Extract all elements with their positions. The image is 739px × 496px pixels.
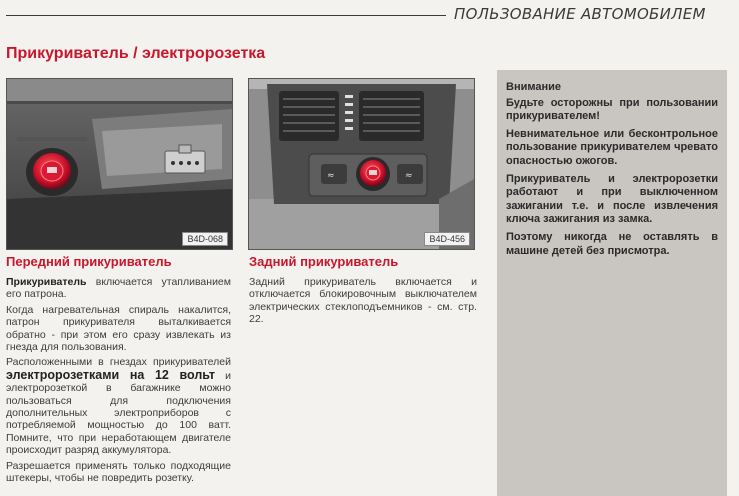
rear-lighter-title: Задний прикуриватель <box>249 254 399 269</box>
page-header-title: ПОЛЬЗОВАНИЕ АВТОМОБИЛЕМ <box>454 5 706 23</box>
front-lighter-photo <box>6 78 233 250</box>
warning-paragraph-2: Невнимательное или бесконтрольное пользование прикуривателем чревато опасностью ожогов. <box>506 127 718 167</box>
header-rule <box>6 15 446 16</box>
warning-paragraph-1: Будьте осторожны при пользовании прикуривателем! <box>506 96 718 123</box>
front-p1-rest: включается утапливанием его патрона. <box>6 276 231 301</box>
front-lighter-illustration <box>7 79 232 249</box>
svg-text:≈: ≈ <box>405 171 413 181</box>
warning-paragraph-3: Прикуриватель и электророзетки работают и при выключенном зажигании т.е. и после извлечения ключа зажигания из замка. <box>506 172 718 226</box>
warning-heading: Внимание <box>506 81 561 93</box>
front-paragraph-4: Разрешается применять только подходящие штекеры, чтобы не повредить розетку. <box>6 459 231 485</box>
warning-box <box>497 70 727 496</box>
front-paragraph-2: Когда нагревательная спираль накалится, патрон прикуривателя выталкивается обратно - при этом его сразу извлекать из гнезда для пользования. <box>6 303 231 354</box>
front-paragraph-1 <box>6 276 231 301</box>
rear-lighter-illustration <box>249 79 474 249</box>
front-p3-a: Расположенными в гнездах прикуривателей <box>6 356 231 369</box>
front-p3-b: и электророзеткой в багажнике можно пользоваться для подключения дополнительных электроприборов с потребляемой мощностью до 100 ватт. Помните, что при неработающем двигателе происходит разряд аккумулятора. <box>6 369 231 457</box>
front-lighter-text <box>6 276 231 488</box>
rear-lighter-text <box>249 276 477 329</box>
rear-lighter-photo <box>248 78 475 250</box>
photo-code-right: B4D-456 <box>424 232 470 246</box>
svg-text:≈: ≈ <box>327 171 335 181</box>
rear-paragraph-1: Задний прикуриватель включается и отключается блокировочным выключателем электрических стеклоподъемников - см. стр. 22. <box>249 276 477 326</box>
warning-content <box>506 81 718 262</box>
section-title: Прикуриватель / электророзетка <box>6 45 266 62</box>
front-p1-bold: Прикуриватель <box>6 276 87 288</box>
warning-paragraph-4: Поэтому никогда не оставлять в машине детей без присмотра. <box>506 230 718 257</box>
front-lighter-title: Передний прикуриватель <box>6 254 172 269</box>
photo-code-left: B4D-068 <box>182 232 228 246</box>
front-p3-emphasis: электророзетками на 12 вольт <box>6 367 216 382</box>
front-paragraph-3 <box>6 356 231 456</box>
